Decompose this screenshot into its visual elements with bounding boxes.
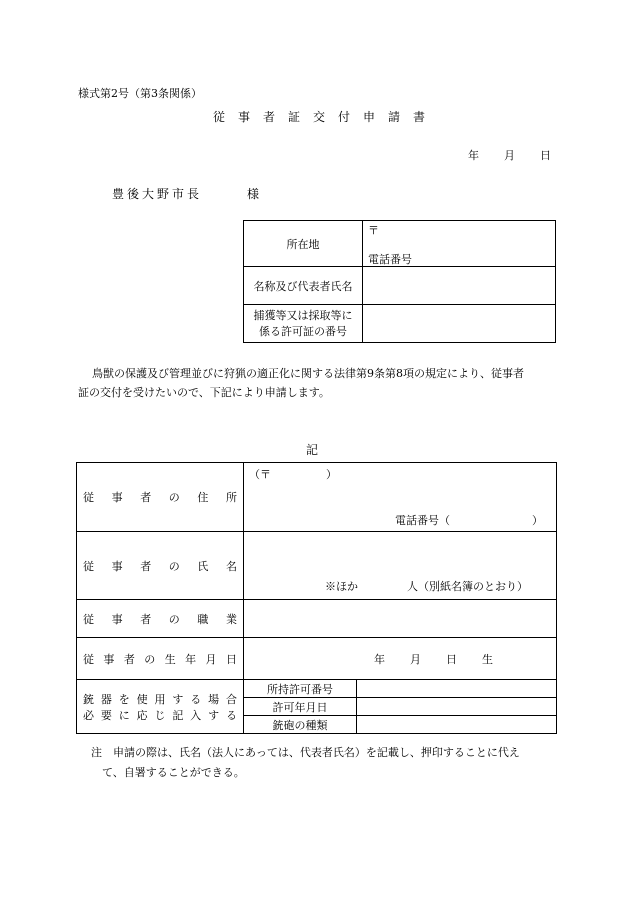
- detail-table: [76, 462, 557, 734]
- addressee-honorific: 様: [247, 187, 260, 201]
- firearm-permit-number-field[interactable]: [357, 680, 557, 698]
- permit-number-field[interactable]: [363, 305, 556, 343]
- date-year: 年: [468, 149, 479, 162]
- footnote-line-1: 注 申請の際は、氏名（法人にあっては、代表者氏名）を記載し、押印することに代え: [91, 746, 520, 759]
- worker-address-field[interactable]: [244, 463, 557, 532]
- postal-open: （〒: [249, 468, 271, 481]
- postal-close: ）: [326, 468, 337, 481]
- worker-phone-label: 電話番号（: [395, 514, 450, 527]
- body-text-line-2: 証の交付を受けたいので、下記により申請します。: [78, 386, 330, 399]
- firearm-type-label: 銃砲の種類: [244, 716, 357, 734]
- others-suffix: 人（別紙名簿のとおり）: [407, 580, 528, 593]
- worker-birthdate-label: 従 事 者 の 生 年 月 日: [77, 638, 244, 680]
- phone-label: 電話番号: [368, 253, 412, 266]
- worker-name-field[interactable]: [244, 532, 557, 600]
- birth-suffix: 生: [482, 653, 493, 666]
- postal-mark: 〒: [368, 224, 379, 237]
- worker-birthdate-field[interactable]: [244, 638, 557, 680]
- firearm-label: 銃 器 を 使 用 す る 場 合 必 要 に 応 じ 記 入 す る: [77, 680, 244, 734]
- permit-number-label: 捕獲等又は採取等に 係る許可証の番号: [244, 305, 363, 343]
- firearm-permit-number-label: 所持許可番号: [244, 680, 357, 698]
- birth-day: 日: [446, 653, 457, 666]
- form-label: 様式第2号（第3条関係）: [78, 87, 202, 100]
- date-month: 月: [504, 149, 515, 162]
- firearm-type-field[interactable]: [357, 716, 557, 734]
- worker-phone-close: ）: [532, 514, 543, 527]
- body-text-line-1: 鳥獣の保護及び管理並びに狩猟の適正化に関する法律第9条第8項の規定により、従事者: [92, 367, 524, 380]
- date-day: 日: [540, 149, 551, 162]
- worker-occupation-field[interactable]: [244, 600, 557, 638]
- firearm-permit-date-label: 許可年月日: [244, 698, 357, 716]
- location-label: 所在地: [244, 221, 363, 267]
- applicant-name-label: 名称及び代表者氏名: [244, 267, 363, 305]
- applicant-table: [243, 220, 556, 343]
- firearm-permit-date-field[interactable]: [357, 698, 557, 716]
- applicant-name-field[interactable]: [363, 267, 556, 305]
- footnote-line-2: て、自署することができる。: [102, 766, 245, 779]
- page-title: 従事者証交付申請書: [213, 110, 439, 124]
- worker-name-label: 従 事 者 の 氏 名: [77, 532, 244, 600]
- location-field[interactable]: [363, 221, 556, 267]
- birth-year: 年: [374, 653, 385, 666]
- worker-address-label: 従 事 者 の 住 所: [77, 463, 244, 532]
- worker-occupation-label: 従 事 者 の 職 業: [77, 600, 244, 638]
- others-note: ※ほか: [325, 580, 358, 593]
- note-heading: 記: [306, 443, 319, 457]
- birth-month: 月: [410, 653, 421, 666]
- addressee-name: 豊後大野市長: [112, 187, 203, 201]
